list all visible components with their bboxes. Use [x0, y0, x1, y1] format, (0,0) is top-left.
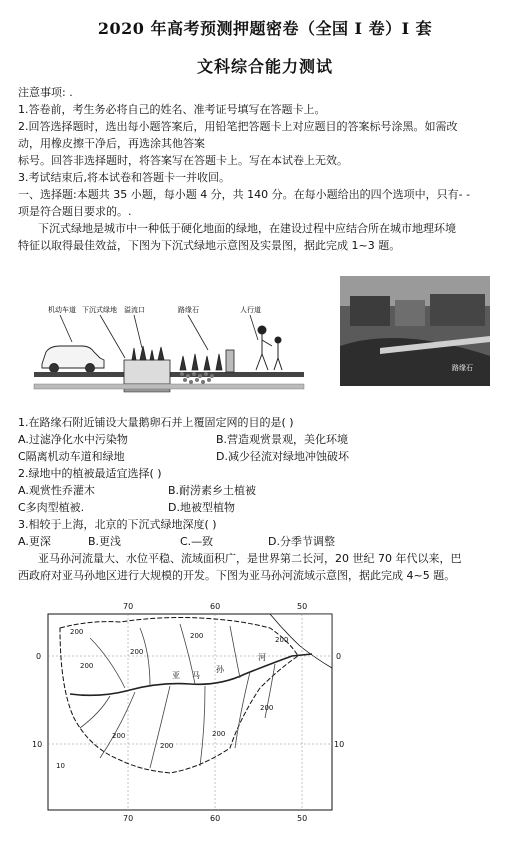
river-char: 孙 [216, 665, 224, 674]
questions-block [18, 414, 518, 584]
green-space-photo [340, 276, 490, 386]
river-char: 亚 [172, 671, 180, 680]
q3-option-b: B.更浅 [88, 535, 122, 548]
passage2-line-a: 亚马孙河流量大、水位平稳、流域面积广，是世界第二长河，20 世纪 70 年代以来，巴 [38, 552, 462, 565]
q1-option-b: B.营造观赏景观，美化环境 [216, 433, 349, 446]
contour-label: 200 [275, 636, 289, 644]
river-char: 河 [258, 653, 266, 662]
soil-layer [34, 384, 304, 389]
contour-label-10: 10 [56, 762, 65, 770]
label-lane: 机动车道 [48, 306, 76, 314]
contour-label: 200 [190, 632, 204, 640]
map-lat-left-0: 0 [36, 652, 42, 661]
notice-item-2b: 动，用橡皮擦干净后，再选涂其他答案 [18, 137, 205, 150]
map-lat-right-0: 0 [336, 652, 342, 661]
map-lon-bottom-50: 50 [297, 814, 308, 823]
q3-stem: 3.相较于上海，北京的下沉式绿地深度( ) [18, 518, 217, 531]
notice-item-3: 3.考试结束后,将本试卷和答题卡一并收回。 [18, 171, 230, 184]
curb-stone [226, 350, 234, 372]
contour-label: 200 [80, 662, 94, 670]
contour-label: 200 [112, 732, 126, 740]
contour-label: 200 [70, 628, 84, 636]
map-lon-bottom-70: 70 [123, 814, 134, 823]
map-lon-top-70: 70 [123, 602, 134, 611]
q2-option-b: B.耐涝素乡土植被 [168, 484, 257, 497]
river-char: 马 [192, 671, 200, 680]
passage1-line-b: 特征以取得最佳效益，下图为下沉式绿地示意图及实景图，据此完成 1~3 题。 [18, 239, 401, 252]
section1-intro-a: 一、选择题:本题共 35 小题，每小题 4 分，共 140 分。在每小题给出的四个选项中，只有- - [18, 188, 471, 201]
q1-option-c: C隔离机动车道和绿地 [18, 450, 125, 463]
label-green: 下沉式绿地 [82, 306, 117, 314]
q1-option-a: A.过滤净化水中污染物 [18, 433, 128, 446]
q3-option-a: A.更深 [18, 535, 51, 548]
map-lon-bottom-60: 60 [210, 814, 221, 823]
sunken-green-diagram [30, 300, 310, 400]
car-icon [42, 346, 104, 373]
q3-option-c: C.—致 [180, 535, 214, 548]
map-lon-top-60: 60 [210, 602, 221, 611]
map-lat-right-10: 10 [334, 740, 345, 749]
q2-option-c: C多肉型植被. [18, 501, 85, 514]
notice-heading: 注意事项: . [18, 86, 73, 99]
q2-option-a: A.观赏性乔灌木 [18, 484, 95, 497]
pedestrians-icon [256, 326, 282, 370]
q1-stem: 1.在路缘石附近铺设大量鹅卵石并上覆固定网的目的是( ) [18, 416, 294, 429]
notice-block [18, 84, 518, 254]
q1-option-d: D.减少径流对绿地冲蚀破坏 [216, 450, 349, 463]
q2-option-d: D.地被型植物 [168, 501, 235, 514]
contour-label: 200 [212, 730, 226, 738]
passage1-line-a: 下沉式绿地是城市中一种低于硬化地面的绿地，在建设过程中应结合所在城市地理环境 [38, 222, 456, 235]
contour-label: 200 [260, 704, 274, 712]
passage2-line-b: 西政府对亚马孙地区进行大规模的开发。下图为亚马孙河流域示意图，据此完成 4~5 题。 [18, 569, 456, 582]
exam-title: 2020 年高考预测押题密卷（全国 I 卷）I 套 [97, 19, 433, 38]
exam-subtitle: 文科综合能力测试 [196, 57, 333, 76]
label-sidewalk: 人行道 [240, 306, 261, 314]
notice-item-2c: 标号。回答非选择题时，将答案写在答题卡上。写在本试卷上无效。 [18, 154, 348, 167]
map-lat-left-10: 10 [32, 740, 43, 749]
amazon-basin-map [30, 598, 350, 824]
map-lon-top-50: 50 [297, 602, 308, 611]
section1-intro-b: 项是符合题目要求的。. [18, 205, 132, 218]
label-overflow: 溢流口 [124, 306, 145, 314]
contour-label: 200 [130, 648, 144, 656]
photo-curb-label: 路缘石 [452, 364, 473, 372]
notice-item-2a: 2.回答选择题时，选出每小题答案后，用铅笔把答题卡上对应题目的答案标号涂黑。如需改 [18, 120, 458, 133]
q3-option-d: D.分季节调整 [268, 535, 335, 548]
notice-item-1: 1.答卷前，考生务必将自己的姓名、准考证号填写在答题卡上。 [18, 103, 326, 116]
q2-stem: 2.绿地中的植被最适宜选择( ) [18, 467, 162, 480]
label-curb: 路缘石 [178, 306, 199, 314]
contour-label: 200 [160, 742, 174, 750]
